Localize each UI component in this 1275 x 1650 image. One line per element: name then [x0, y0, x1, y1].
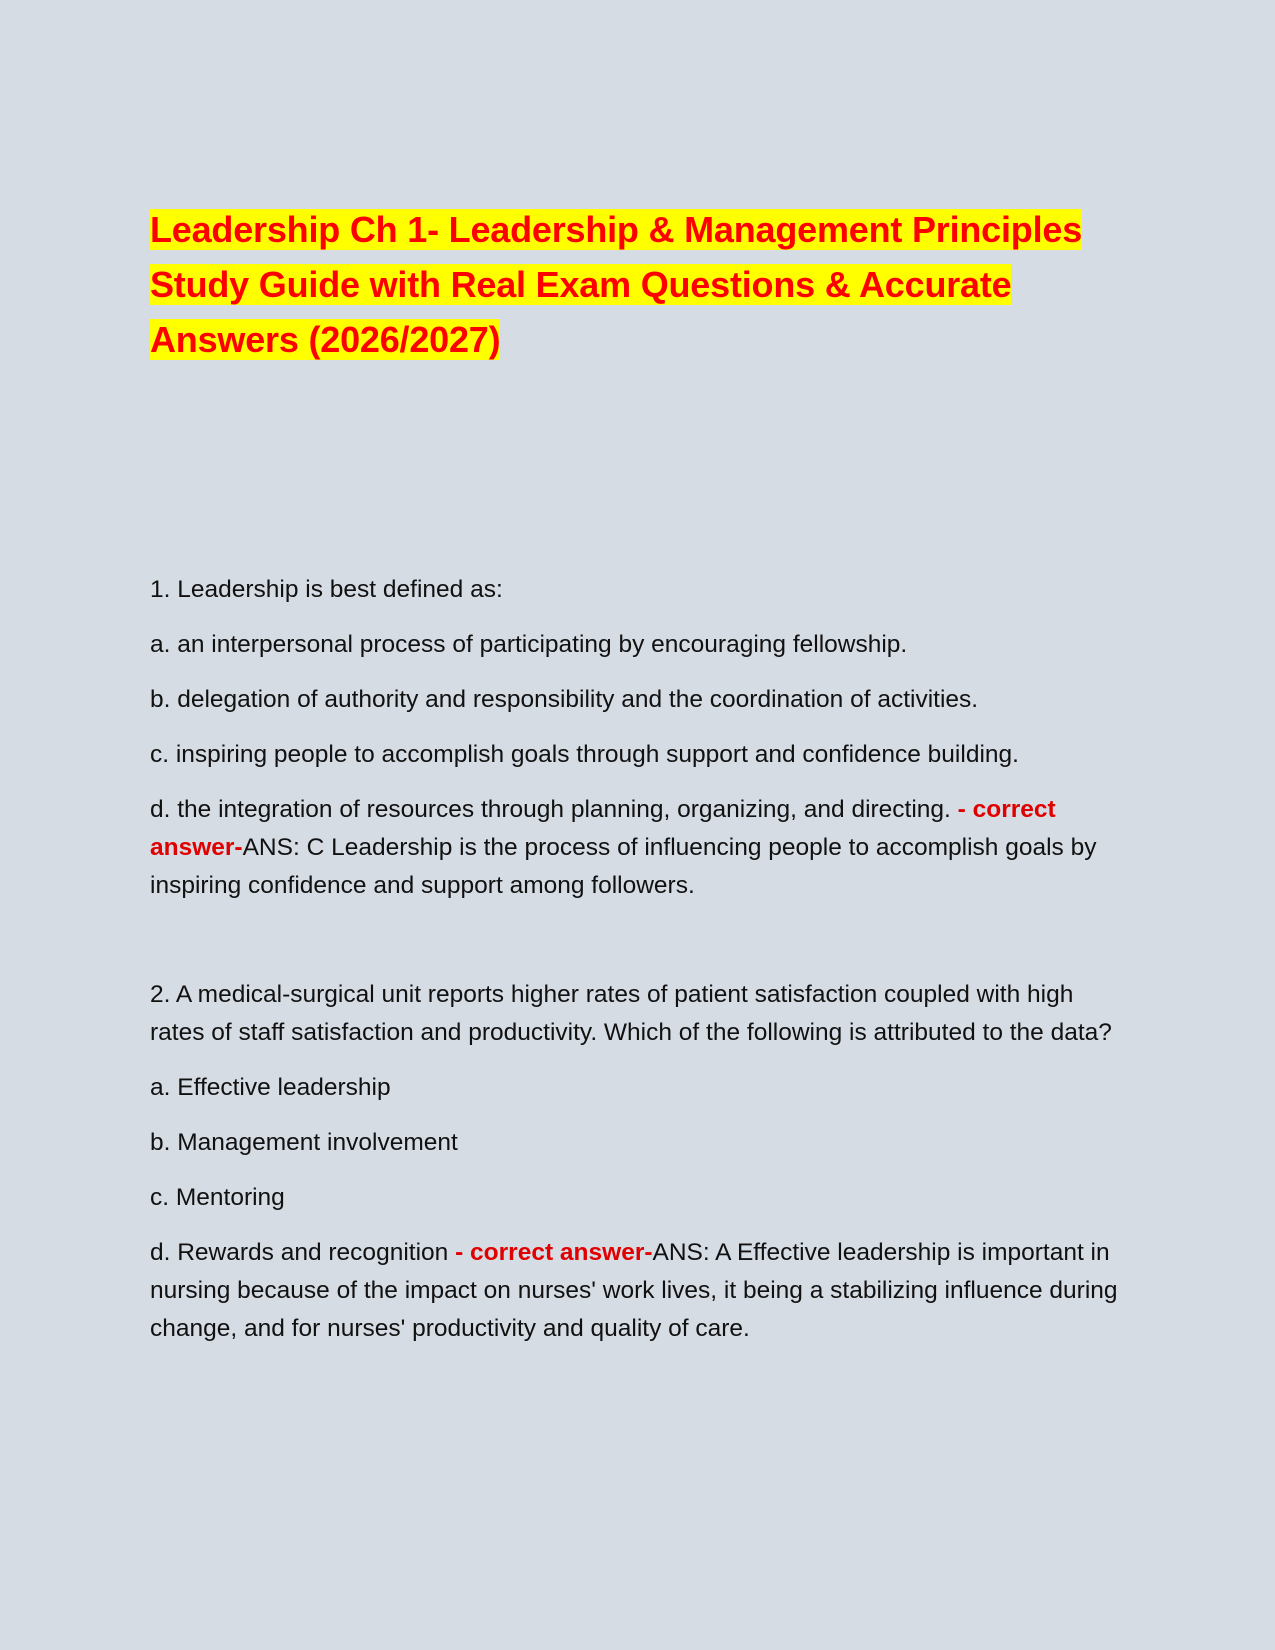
title-line-2: Study Guide with Real Exam Questions & Accurate: [150, 264, 1012, 305]
title-line-1: Leadership Ch 1- Leadership & Management Principles: [150, 209, 1083, 250]
question-2-option-a: a. Effective leadership: [150, 1074, 391, 1101]
question-2-option-d-with-answer: [150, 1234, 1130, 1348]
question-1-answer: ANS: C Leadership is the process of influencing people to accomplish goals by inspiring confidence and support among followers.: [150, 834, 1097, 899]
title-line-3: Answers (2026/2027): [150, 319, 501, 360]
page-content: [150, 202, 1130, 1365]
question-2-option-b: b. Management involvement: [150, 1129, 458, 1156]
question-spacer: [150, 922, 1130, 976]
question-1-option-c: c. inspiring people to accomplish goals through support and confidence building.: [150, 741, 1019, 768]
question-2: [150, 976, 1130, 1348]
question-1-option-d: d. the integration of resources through planning, organizing, and directing.: [150, 796, 951, 823]
question-1: [150, 571, 1130, 905]
question-1-stem: 1. Leadership is best defined as:: [150, 576, 503, 603]
question-2-stem: 2. A medical-surgical unit reports higher rates of patient satisfaction coupled with high rates of staff satisfaction and productivity. Which of the following is attributed to the data?: [150, 981, 1112, 1046]
question-1-answer-marker: - correct answer-: [150, 796, 1056, 861]
question-2-answer: ANS: A Effective leadership is important in nursing because of the impact on nurses' work lives, it being a stabilizing influence during change, and for nurses' productivity and quality of care.: [150, 1239, 1118, 1342]
document-title: [150, 202, 1130, 367]
question-1-option-d-with-answer: [150, 791, 1130, 905]
question-1-option-b: b. delegation of authority and responsibility and the coordination of activities.: [150, 686, 979, 713]
question-2-answer-marker: - correct answer-: [448, 1239, 653, 1266]
question-list: [150, 571, 1130, 1348]
question-1-option-a: a. an interpersonal process of participating by encouraging fellowship.: [150, 631, 908, 658]
question-2-option-c: c. Mentoring: [150, 1184, 285, 1211]
question-2-option-d: d. Rewards and recognition: [150, 1239, 449, 1266]
